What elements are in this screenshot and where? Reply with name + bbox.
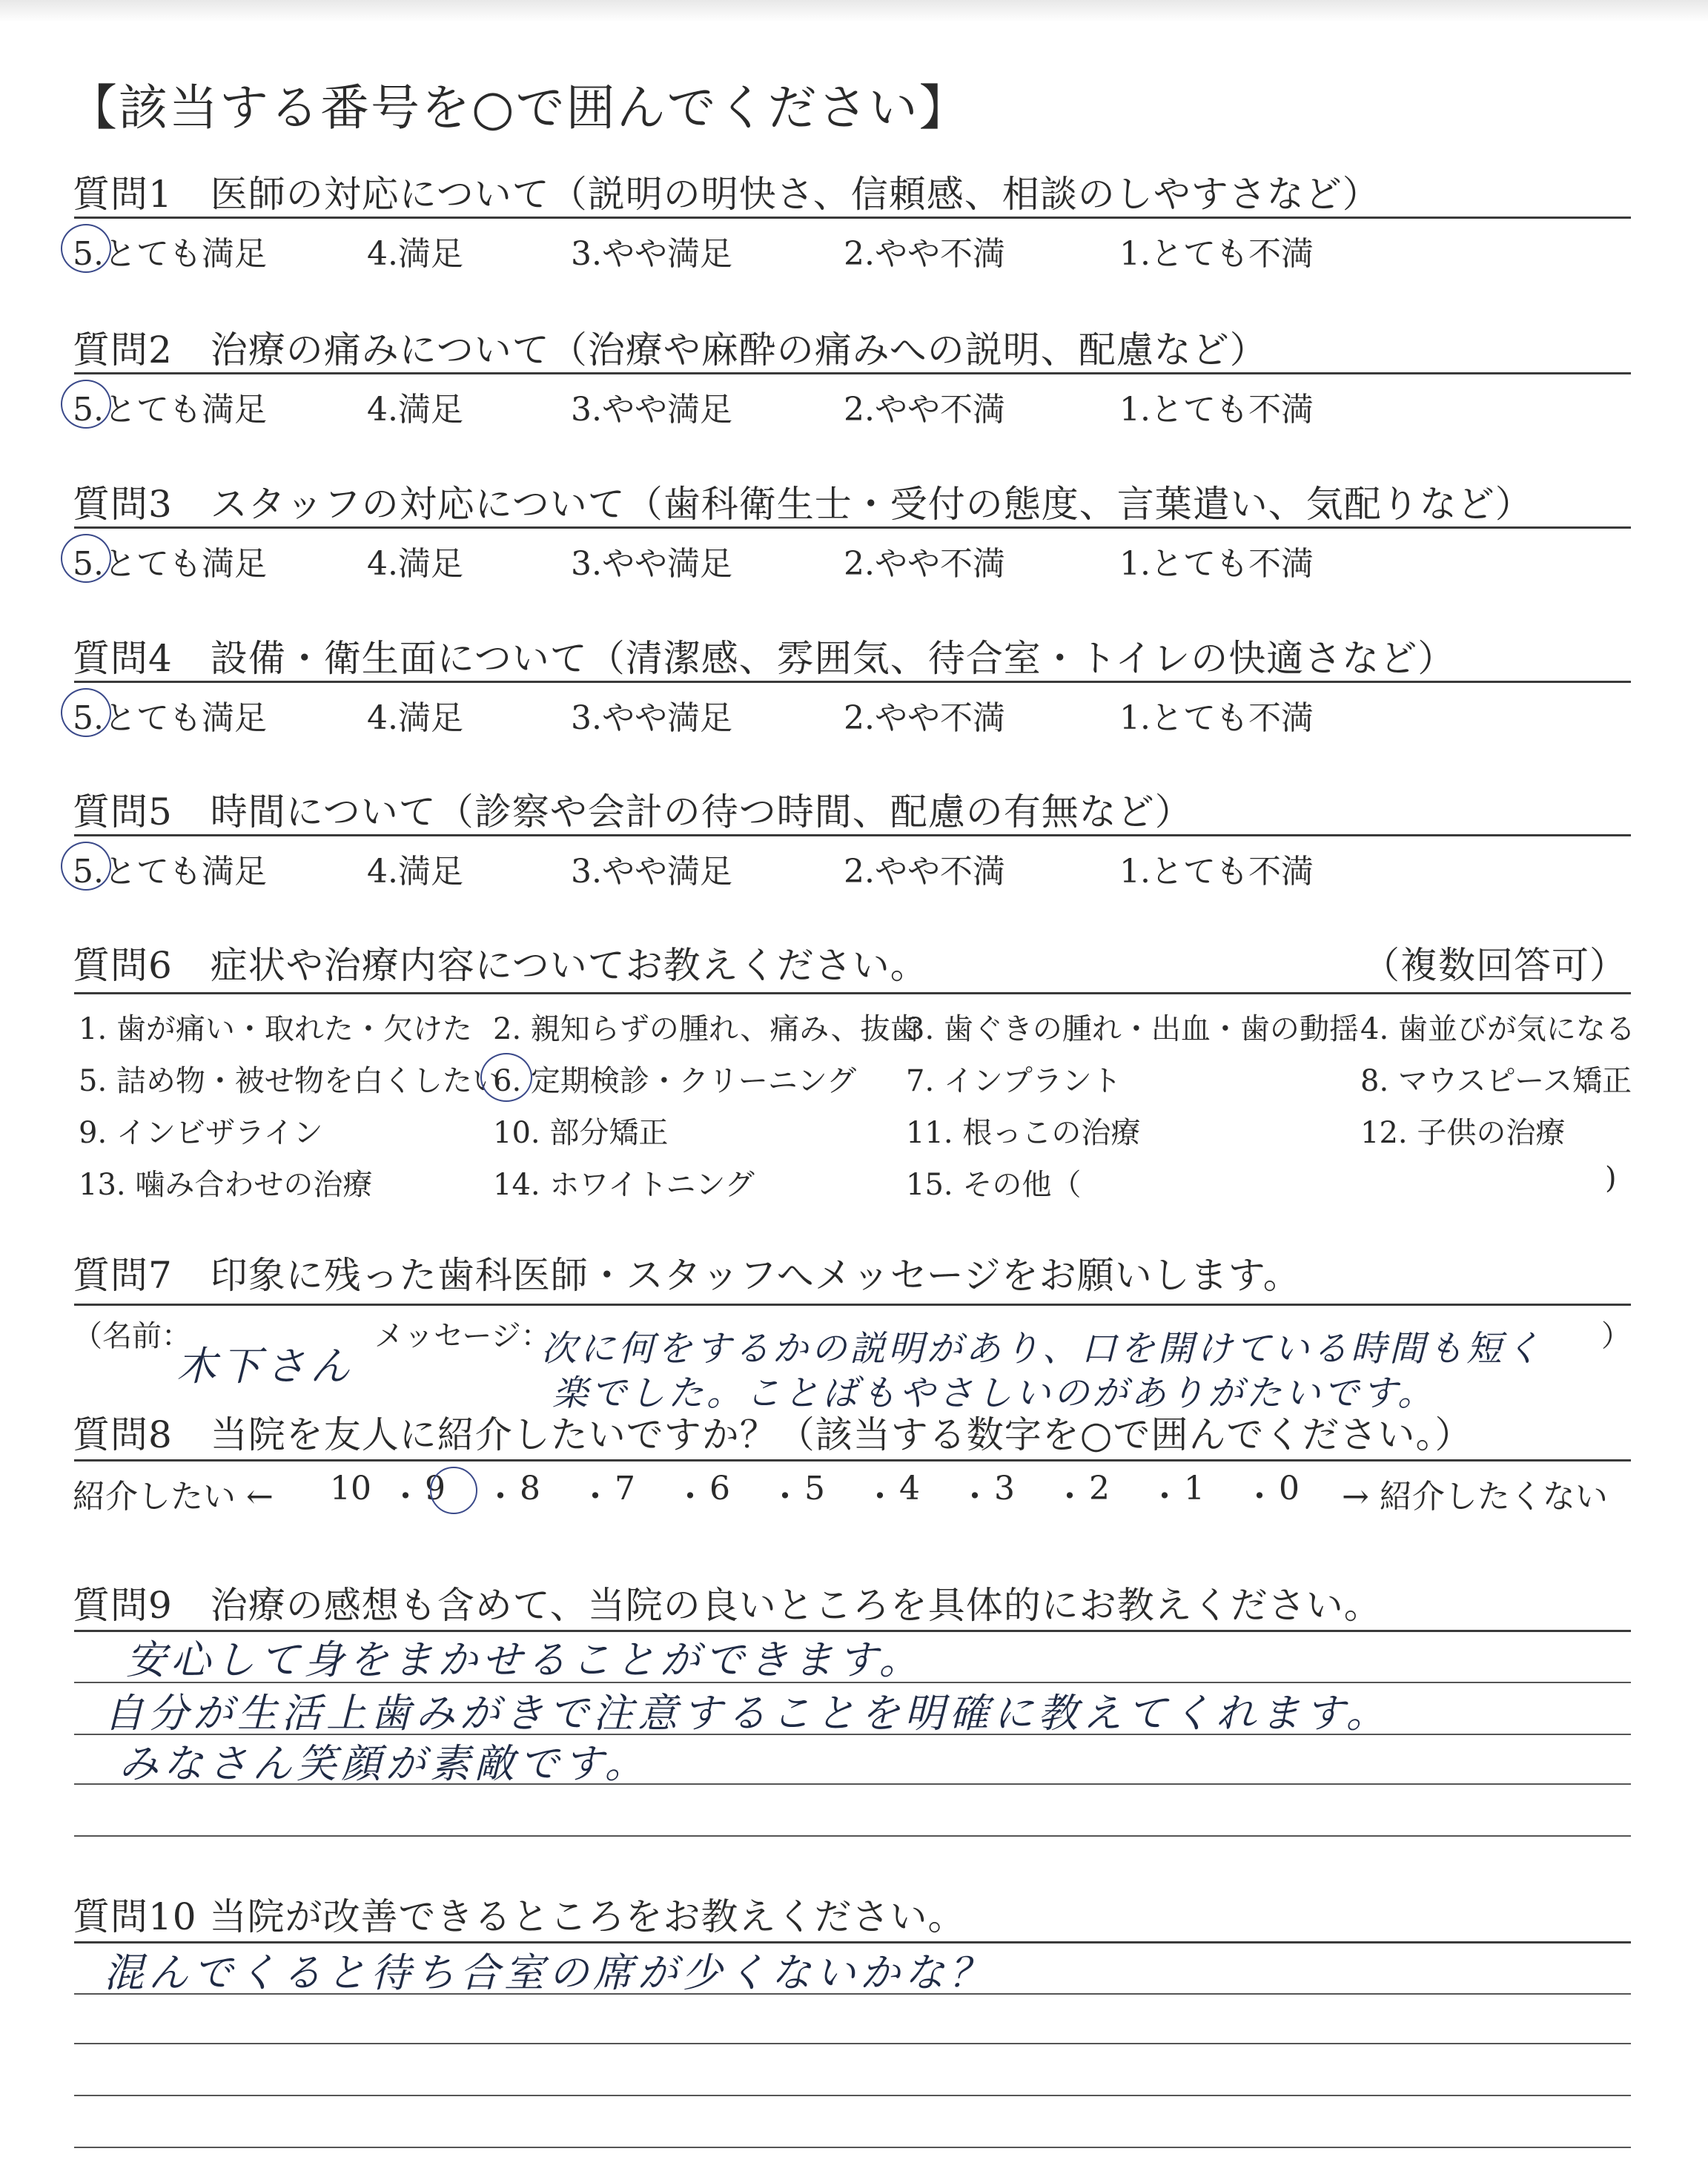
q7-message-label: メッセージ： — [374, 1319, 551, 1353]
q8-scale-separator: ・ — [484, 1478, 517, 1516]
q8-scale-0[interactable]: 0 — [1279, 1470, 1300, 1507]
q6-option-close: ) — [1605, 1161, 1617, 1195]
q7-rule — [74, 1304, 1631, 1306]
scan-edge — [0, 0, 1708, 22]
q9-answer-line: 自分が生活上歯みがきで注意することを明確に教えてくれます。 — [104, 1690, 1391, 1737]
q6-rule — [74, 992, 1631, 994]
q9-line — [74, 1835, 1631, 1837]
q4-option-4[interactable]: 4.満足 — [367, 699, 463, 737]
q2-rule — [74, 372, 1631, 374]
q7-name-value: 木下さん — [176, 1343, 354, 1390]
q5-option-2[interactable]: 2.やや不満 — [844, 853, 1005, 891]
q1-rule — [74, 217, 1631, 219]
q5-selection-circle — [61, 842, 111, 891]
q6-option-6[interactable]: 6. 定期検診・クリーニング — [493, 1064, 857, 1098]
q8-right-label: → 紹介したくない — [1342, 1478, 1608, 1516]
q6-option-12[interactable]: 12. 子供の治療 — [1360, 1116, 1566, 1150]
q9-answer-line: 安心して身をまかせることができます。 — [126, 1636, 924, 1683]
q4-option-3[interactable]: 3.やや満足 — [571, 699, 732, 737]
q6-selection-circle — [480, 1053, 532, 1102]
q8-scale-separator: ・ — [674, 1478, 706, 1516]
q8-scale-separator: ・ — [1148, 1478, 1181, 1516]
q2-option-2[interactable]: 2.やや不満 — [844, 391, 1005, 429]
q1-option-4[interactable]: 4.満足 — [367, 235, 463, 273]
q6-option-2[interactable]: 2. 親知らずの腫れ、痛み、抜歯 — [493, 1012, 920, 1046]
q1-option-2[interactable]: 2.やや不満 — [844, 235, 1005, 273]
q8-title: 質問8 当院を友人に紹介したいですか？（該当する数字を○で囲んでください。） — [73, 1413, 1473, 1456]
q1-option-5[interactable]: 5.とても満足 — [73, 235, 267, 273]
q8-scale-separator: ・ — [389, 1478, 422, 1516]
q9-title: 質問9 治療の感想も含めて、当院の良いところを具体的にお教えください。 — [73, 1584, 1382, 1627]
q8-scale-separator: ・ — [769, 1478, 801, 1516]
q8-scale-8[interactable]: 8 — [520, 1470, 540, 1507]
q8-scale-3[interactable]: 3 — [994, 1470, 1015, 1507]
q8-scale-separator: ・ — [864, 1478, 896, 1516]
q8-scale-9[interactable]: 9 — [425, 1470, 446, 1507]
q8-scale-4[interactable]: 4 — [899, 1470, 920, 1507]
q4-title: 質問4 設備・衛生面について（清潔感、雰囲気、待合室・トイレの快適さなど） — [73, 637, 1456, 680]
q2-title: 質問2 治療の痛みについて（治療や麻酔の痛みへの説明、配慮など） — [73, 328, 1268, 371]
q6-option-10[interactable]: 10. 部分矯正 — [493, 1116, 669, 1150]
q8-scale-6[interactable]: 6 — [709, 1470, 730, 1507]
q1-option-3[interactable]: 3.やや満足 — [571, 235, 732, 273]
q10-title: 質問10 当院が改善できるところをお教えください。 — [73, 1895, 966, 1938]
q7-title: 質問7 印象に残った歯科医師・スタッフへメッセージをお願いします。 — [73, 1254, 1301, 1297]
q6-option-5[interactable]: 5. 詰め物・被せ物を白くしたい — [79, 1064, 502, 1098]
q8-rule — [74, 1459, 1631, 1462]
q2-option-5[interactable]: 5.とても満足 — [73, 391, 267, 429]
q7-close: ） — [1601, 1319, 1631, 1353]
q6-option-13[interactable]: 13. 噛み合わせの治療 — [79, 1168, 373, 1202]
q4-option-5[interactable]: 5.とても満足 — [73, 699, 267, 737]
q3-option-4[interactable]: 4.満足 — [367, 545, 463, 583]
q6-option-11[interactable]: 11. 根っこの治療 — [906, 1116, 1141, 1150]
q6-option-1[interactable]: 1. 歯が痛い・取れた・欠けた — [79, 1012, 472, 1046]
q8-scale-separator: ・ — [959, 1478, 991, 1516]
q4-rule — [74, 681, 1631, 683]
q6-option-7[interactable]: 7. インプラント — [906, 1064, 1122, 1098]
q10-line — [74, 2147, 1631, 2148]
q6-option-14[interactable]: 14. ホワイトニング — [493, 1168, 755, 1202]
q4-selection-circle — [61, 688, 111, 737]
q5-option-4[interactable]: 4.満足 — [367, 853, 463, 891]
q5-option-1[interactable]: 1.とても不満 — [1119, 853, 1314, 891]
q6-option-4[interactable]: 4. 歯並びが気になる — [1360, 1012, 1635, 1046]
q5-rule — [74, 834, 1631, 836]
q8-scale-separator: ・ — [1243, 1478, 1276, 1516]
q2-selection-circle — [61, 380, 111, 429]
q8-scale-separator: ・ — [579, 1478, 612, 1516]
q8-scale-10[interactable]: 10 — [330, 1470, 371, 1507]
q1-selection-circle — [61, 224, 111, 273]
q10-line — [74, 2095, 1631, 2096]
q3-option-3[interactable]: 3.やや満足 — [571, 545, 732, 583]
q2-option-3[interactable]: 3.やや満足 — [571, 391, 732, 429]
q8-scale-separator: ・ — [1053, 1478, 1086, 1516]
q8-scale-2[interactable]: 2 — [1089, 1470, 1110, 1507]
q7-name-label: （名前： — [73, 1319, 191, 1353]
q4-option-1[interactable]: 1.とても不満 — [1119, 699, 1314, 737]
q3-option-1[interactable]: 1.とても不満 — [1119, 545, 1314, 583]
q8-selection-circle — [430, 1467, 477, 1514]
q6-option-9[interactable]: 9. インビザライン — [79, 1116, 323, 1150]
q4-option-2[interactable]: 2.やや不満 — [844, 699, 1005, 737]
q3-selection-circle — [61, 534, 111, 583]
q1-title: 質問1 医師の対応について（説明の明快さ、信頼感、相談のしやすさなど） — [73, 173, 1380, 216]
q6-note: （複数回答可） — [1363, 944, 1627, 987]
q5-title: 質問5 時間について（診察や会計の待つ時間、配慮の有無など） — [73, 790, 1193, 833]
q8-scale-5[interactable]: 5 — [804, 1470, 825, 1507]
q7-message-line2: 楽でした。ことばもやさしいのがありがたいです。 — [552, 1373, 1437, 1414]
q6-title: 質問6 症状や治療内容についてお教えください。 — [73, 944, 928, 987]
q6-option-3[interactable]: 3. 歯ぐきの腫れ・出血・歯の動揺 — [906, 1012, 1359, 1046]
q3-option-2[interactable]: 2.やや不満 — [844, 545, 1005, 583]
q1-option-1[interactable]: 1.とても不満 — [1119, 235, 1314, 273]
q2-option-1[interactable]: 1.とても不満 — [1119, 391, 1314, 429]
q3-option-5[interactable]: 5.とても満足 — [73, 545, 267, 583]
q10-answer-line: 混んでくると待ち合室の席が少くないかな？ — [104, 1949, 993, 1996]
q9-answer-line: みなさん笑顔が素敵です。 — [119, 1740, 649, 1787]
q6-option-8[interactable]: 8. マウスピース矯正 — [1360, 1064, 1632, 1098]
q8-scale-1[interactable]: 1 — [1184, 1470, 1205, 1507]
q10-line — [74, 2043, 1631, 2044]
q7-message-line1: 次に何をするかの説明があり、口を開けている時間も短く — [541, 1328, 1544, 1370]
q2-option-4[interactable]: 4.満足 — [367, 391, 463, 429]
q8-scale-7[interactable]: 7 — [615, 1470, 635, 1507]
q8-left-label: 紹介したい ← — [73, 1478, 274, 1516]
q3-title: 質問3 スタッフの対応について（歯科衛生士・受付の態度、言葉遣い、気配りなど） — [73, 483, 1533, 526]
q5-option-3[interactable]: 3.やや満足 — [571, 853, 732, 891]
page-heading: 【該当する番号を○で囲んでください】 — [68, 79, 970, 136]
q5-option-5[interactable]: 5.とても満足 — [73, 853, 267, 891]
q3-rule — [74, 526, 1631, 529]
q6-option-15[interactable]: 15. その他（ — [906, 1168, 1082, 1202]
